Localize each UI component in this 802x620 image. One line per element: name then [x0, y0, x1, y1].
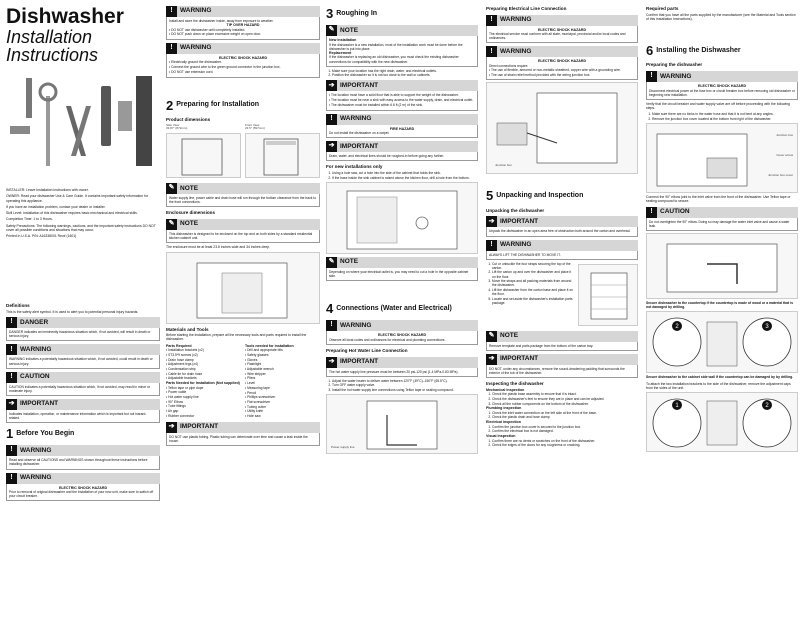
level-tool-icon [10, 126, 30, 134]
part-item: • Adjustment legs (x4) [166, 362, 241, 366]
step-item: 1. Cut or unbuckle the four straps securing the top of the carton. [492, 262, 575, 270]
column-5 [646, 6, 798, 614]
local-part-item: • Hot water supply line [166, 395, 241, 399]
important-text: Indicates installation, operation, or maintenance information which is important but not hazard-related. [6, 410, 160, 423]
side-view-label: Side View [166, 122, 180, 127]
fig-label-junction: Junction box [776, 133, 793, 138]
junction-cover-illustration [646, 123, 798, 193]
subtitle-line-1: Installation [6, 27, 93, 47]
local-part-item: • Rubber connector [166, 414, 241, 418]
document-title: Dishwasher [6, 6, 124, 28]
installer-note: INSTALLER: Leave Installation Instructions with owner. [6, 188, 89, 192]
danger-text: DANGER indicates an imminently hazardous situation which, if not avoided, will result in death or serious injury. [6, 328, 160, 341]
caution-text: CAUTION indicates a potentially hazardous situation which, if not avoided, may result in minor or moderate injury. [6, 383, 160, 396]
tool-item: • Flashlight [245, 362, 320, 366]
plumbing-heading: Plumbing inspection [486, 406, 522, 411]
note-icon: ✎ [166, 183, 177, 194]
svg-text:3: 3 [765, 324, 769, 331]
direct-connections-text: Direct connections require: [489, 63, 529, 68]
important-box: ➔ IMPORTANT [6, 399, 160, 410]
step-item: 1. Confirm there are no dents or scratches on the front of the dishwasher. [492, 439, 638, 443]
cabinet-steps [326, 171, 478, 180]
s5-important-box: ➔ IMPORTANT [486, 216, 638, 227]
arrow-right-icon: ➔ [326, 80, 337, 91]
arrow-right-icon: ➔ [486, 354, 497, 365]
alert-triangle-icon: ! [6, 317, 17, 328]
replacement-text: If the dishwasher is replacing an old dishwasher, you must check the existing dishwasher connections for compatibility with the new dishwasher. [329, 55, 459, 64]
skill-note: Skill Level: Installation of this dishwasher requires basic mechanical and electrical skills. [6, 211, 138, 215]
enclosure-text: The enclosure must be at least 23.6 inches wide and 34 inches deep. [166, 245, 271, 250]
tool-item: • Adjustable wrench [245, 367, 320, 371]
alert-triangle-icon: ! [166, 43, 177, 54]
direct-item: • The use of strain relief method provided with the wiring junction box. [489, 73, 635, 77]
s4-shock-body [326, 331, 478, 345]
bracket-illustration [646, 311, 798, 373]
tool-item: • Phillips screwdriver [245, 395, 320, 399]
hot-water-heading: Preparing Hot Water Line Connection [326, 347, 408, 353]
tip-over-title: TIP OVER HAZARD [226, 23, 260, 28]
alert-triangle-icon: ! [6, 473, 17, 484]
alert-triangle-icon: ! [6, 372, 17, 383]
s5-warning-box: ! WARNING [486, 240, 638, 251]
alert-triangle-icon: ! [6, 445, 17, 456]
s1-warning-box: ! WARNING [6, 445, 160, 456]
s3-steps [326, 69, 478, 78]
step-item: 4. Lift the dishwasher from the carton base and place it on the floor. [492, 288, 575, 296]
s2-note-text: Water supply line, power cable and drain hose will run through the bottom clearance from the back to the front connections. [166, 194, 320, 207]
s4-warning-box: ! WARNING [326, 320, 478, 331]
cabinet-illustration [326, 182, 478, 254]
s4-steps [326, 379, 478, 393]
step-item: 2. Turn OFF water supply valve. [332, 383, 478, 387]
step-item: 1. Confirm the junction box cover is secured to the junction box. [492, 425, 638, 429]
help-note: If you have an installation problem, contact your dealer or installer. [6, 204, 106, 209]
parts-list [166, 348, 241, 380]
important-item: • The location must be near a sink with easy access to the water supply, drain, and electrical outlet. [329, 98, 475, 102]
step-item: 5. Locate and set aside the dishwasher's installation parts package. [492, 297, 575, 305]
new-install-text: If the dishwasher is a new installation, most of the installation work must be done before the dishwasher is put into place. [329, 42, 463, 51]
column-1 [6, 6, 160, 614]
unpacking-heading: Unpacking the dishwasher [486, 207, 545, 213]
c5-caution-text: Do not overtighten the 90° elbow. Doing so may damage the water inlet valve and cause a water leak. [646, 218, 798, 231]
tool-item: • Utility knife [245, 409, 320, 413]
s5-important-text: Unpack the dishwasher in an open area free of obstruction both around the carton and overhead. [486, 227, 638, 236]
c2-shock-body [166, 54, 320, 78]
wrench-icon [46, 96, 50, 166]
tool-item: • Gloves [245, 358, 320, 362]
alert-triangle-icon: ! [6, 344, 17, 355]
section-1-heading: 1 Before You Begin [6, 426, 75, 442]
mechanical-heading: Mechanical inspection [486, 387, 525, 392]
s5-warning-text: ALWAYS LIFT THE DISHWASHER TO MOVE IT. [486, 251, 638, 260]
arrow-right-icon: ➔ [166, 422, 177, 433]
tool-item: • Pencil [245, 391, 320, 395]
fig-label-screw: Cover screw [776, 153, 793, 158]
c4-warning2-box: ! WARNING [486, 46, 638, 57]
s3-important-body [326, 91, 478, 110]
step-item: 3. Install the hot water supply line connections using Teflon tape or sealing compound. [332, 388, 478, 392]
unpack-steps-row [486, 262, 638, 328]
local-part-item: • Power cable [166, 390, 241, 394]
tools-list [245, 348, 320, 418]
tool-item: • Pliers [245, 376, 320, 380]
alert-triangle-icon: ! [326, 320, 337, 331]
step-item: 3. Check all the rubber components on the bottom of the dishwasher. [492, 402, 638, 406]
column-2 [166, 6, 320, 614]
new-installations-heading: For new installations only [326, 164, 383, 170]
side-mount-illustration [646, 392, 798, 452]
c2-warning2-box: ! WARNING [166, 43, 320, 54]
fire-hazard-title: FIRE HAZARD [389, 126, 415, 131]
front-view-label: Front View [245, 122, 260, 127]
c2-warning-box: ! WARNING [166, 6, 320, 17]
power-supply-label: Power supply line [331, 444, 355, 449]
important-item: • The location must have a solid floor that is able to support the weight of the dishwasher. [329, 93, 475, 97]
c5-shock-body [646, 82, 798, 100]
note-icon: ✎ [486, 331, 497, 342]
subtitle-line-2: Instructions [6, 45, 99, 65]
part-item: • ST3.5*9 screws (x2) [166, 353, 241, 357]
s3-note2-text: Depending on where your electrical outlet is, you may need to cut a hole in the opposite cabinet side. [326, 268, 478, 281]
warning-text: WARNING indicates a potentially hazardous situation which, if not avoided, could result in death or serious injury. [6, 355, 160, 368]
step-item: 3. Move the straps and all packing materials from around the dishwasher. [492, 279, 575, 287]
owner-note: OWNER: Read your dishwasher Use & Care Guide. It contains important safety information for operating this appliance. [6, 194, 149, 203]
part-item: • Cable tie for drain hose [166, 372, 241, 376]
c5-warning-box: ! WARNING [646, 71, 798, 82]
required-parts-text: Confirm that you have all the parts supplied by the manufacturer (see the Material and Tools section of this Installation Instructions). [646, 12, 796, 21]
shock-hazard-text: Disconnect electrical power at the fuse box or circuit breaker box before removing old dishwasher or beginning new installation. [649, 88, 795, 97]
shock-hazard-title: ELECTRIC SHOCK HAZARD [58, 485, 108, 490]
alert-triangle-icon: ! [166, 6, 177, 17]
shock-hazard-title: ELECTRIC SHOCK HAZARD [377, 333, 427, 338]
local-part-item: • Teflon tape or pipe dope [166, 386, 241, 390]
s5-note-box: ✎ NOTE [486, 331, 638, 342]
alert-triangle-icon: ! [326, 114, 337, 125]
s3-fire-body [326, 125, 478, 139]
local-part-item: • Tube fittings [166, 404, 241, 408]
step-item: 2. Check the plastic drain and hose clamp. [492, 415, 638, 419]
verify-text: Verify that the circuit breaker and water supply valve are off before proceeding with the following steps. [646, 101, 790, 111]
shock-hazard-title: ELECTRIC SHOCK HAZARD [537, 27, 587, 32]
c4-warning-box: ! WARNING [486, 15, 638, 26]
column-3 [326, 6, 478, 614]
tool-item: • Safety glasses [245, 353, 320, 357]
step-item: 2. If the base inside the sink cabinet is raised above the kitchen floor, drill a hole from the bottom. [332, 176, 478, 180]
dimension-views [166, 124, 320, 181]
section-5-heading: 5 Unpacking and Inspection [486, 188, 584, 204]
drill-icon [101, 86, 111, 146]
s2-note2-box: ✎ NOTE [166, 219, 320, 230]
section-4-heading: 4 Connections (Water and Electrical) [326, 301, 452, 317]
secure-text: To attach the two installation brackets to the side of the dishwasher, remove the adjustment caps from the sides of the unit. [646, 381, 791, 390]
part-item: • Adjustable brackets [166, 376, 241, 380]
front-view-dim: 23.5" (597mm) [245, 126, 265, 131]
tool-item: • Wire stripper [245, 372, 320, 376]
tools-illustration [6, 66, 160, 186]
front-view-illustration [245, 133, 320, 178]
tools-heading: Tools needed for installation [245, 343, 294, 348]
tip-item: • DO NOT use dishwasher until completely installed. [169, 28, 317, 32]
step-item: 1. Adjust the water heater to deliver water between 120°F (49°C)–150°F (65.5°C). [332, 379, 478, 383]
shock-hazard-title: ELECTRIC SHOCK HAZARD [697, 84, 747, 89]
arrow-right-icon: ➔ [326, 357, 337, 368]
junction-box-label: Junction box [495, 162, 512, 167]
c2-warning-body [166, 17, 320, 40]
local-part-item: • 90° Elbow [166, 400, 241, 404]
definitions-heading: Definitions [6, 303, 30, 309]
step-item: 2. Position the dishwasher so it is not too close to the wall or cabinets. [332, 73, 478, 77]
s2-important-box: ➔ IMPORTANT [166, 422, 320, 433]
s5-important2-box: ➔ IMPORTANT [486, 354, 638, 365]
materials-heading: Materials and Tools [166, 326, 209, 332]
s3-note2-box: ✎ NOTE [326, 257, 478, 268]
step-item: 2. Check the dishwasher's feet to ensure they are in place and can be adjusted. [492, 397, 638, 401]
screwdriver-icon [26, 78, 32, 118]
shock-hazard-text: Prior to removal of original dishwasher and the installation of your new unit, make sure to switch off your circuit breaker. [9, 490, 154, 499]
step-item: 2. Lift the carton up and over the dishwasher and place it on the floor. [492, 270, 575, 278]
shock-item: • Connect the ground wire to the green ground connector in the junction box. [169, 65, 317, 69]
shock-item: • DO NOT use extension cord. [169, 70, 317, 74]
tool-item: • Flat screwdriver [245, 400, 320, 404]
arrow-right-icon: ➔ [326, 141, 337, 152]
tool-item: • Drill and appropriate bits [245, 348, 320, 352]
tip-item: • DO NOT push down on place excessive weight on open door. [169, 32, 317, 36]
s3-important2-box: ➔ IMPORTANT [326, 141, 478, 152]
safety-note: Safety Precautions: The following warnings, cautions, and the important safety instructions DO NOT cover all possible conditions and situations that may occur. [6, 223, 156, 232]
replacement-heading: Replacement [329, 50, 352, 55]
step-4-text: Secure dishwasher to the countertop if the countertop is made of wood or a material that is not damaged by drilling. [646, 300, 793, 310]
plumbing-steps [486, 411, 638, 420]
new-install-heading: New Installation [329, 38, 357, 43]
column-4 [486, 6, 638, 614]
c5-caution-box: ! CAUTION [646, 207, 798, 218]
electrical-steps [486, 425, 638, 434]
svg-text:2: 2 [675, 324, 679, 331]
parts-heading: Parts Required [166, 343, 192, 348]
junction-box-illustration [486, 82, 638, 174]
tool-item: • Measuring tape [245, 386, 320, 390]
important-item: • The dishwasher must be installed within 6.6 ft (2 m) of the sink. [329, 103, 475, 107]
secure-title: Secure dishwasher to the cabinet side wall if the countertop can be damaged by by drilling. [646, 375, 794, 380]
parts-tools-lists [166, 344, 320, 419]
c4-shock2-body [486, 57, 638, 80]
alert-triangle-icon: ! [486, 46, 497, 57]
caution-box: ! CAUTION [6, 372, 160, 383]
elbow-illustration [646, 233, 798, 299]
enclosure-heading: Enclosure dimensions [166, 210, 216, 216]
s5-note-text: Remove template and parts package from the bottom of the carton tray. [486, 342, 638, 351]
step-item: 1. Make sure there are no kinks in the water hose and that it is not bent at any angles. [652, 112, 798, 116]
local-parts-list [166, 386, 241, 418]
safety-alert-text: This is the safety alert symbol. It is used to alert you to potential personal injury hazards. [6, 309, 139, 314]
s3-important-box: ➔ IMPORTANT [326, 80, 478, 91]
s2-note-box: ✎ NOTE [166, 183, 320, 194]
warning-box: ! WARNING [6, 344, 160, 355]
direct-item: • The use of flexible, armored or non-metallic sheathed, copper wire with a grounding wire. [489, 68, 635, 72]
time-note: Completion Time: 1 to 3 Hours. [6, 217, 53, 222]
s2-important-text: DO NOT use plastic tubing. Plastic tubing can deteriorate over time and cause a leak inside the house. [166, 433, 320, 446]
s3-note-body [326, 36, 478, 66]
note-icon: ✎ [166, 219, 177, 230]
carton-illustration [578, 264, 638, 326]
tool-item: • Hole saw [245, 414, 320, 418]
part-item: • Drain hose clamp [166, 358, 241, 362]
required-parts-heading: Required parts [646, 6, 679, 11]
alert-triangle-icon: ! [486, 15, 497, 26]
s5-important2-text: DO NOT, under any circumstances, remove the sound-deadening padding that surrounds the exterior of the tub of the dishwasher. [486, 365, 638, 378]
local-part-item: • Air gap [166, 409, 241, 413]
tool-item: • Level [245, 381, 320, 385]
section-3-heading: 3 Roughing In [326, 6, 378, 21]
step-item: 1. Check the plastic base assembly to ensure that it is intact. [492, 392, 638, 396]
inspecting-heading: Inspecting the dishwasher [486, 380, 544, 386]
step-item: 2. Confirm the electrical box is not damaged. [492, 429, 638, 433]
enclosure-illustration [166, 252, 320, 324]
alert-triangle-icon: ! [486, 240, 497, 251]
s3-warning-box: ! WARNING [326, 114, 478, 125]
step-item: 1. Make sure your location has the right drain, water, and electrical outlets. [332, 69, 478, 73]
s3-note-box: ✎ NOTE [326, 25, 478, 36]
part-item: • Condensation strip [166, 367, 241, 371]
s1-warning-text: Read and observe all CAUTIONS and WARNINGS shown throughout these instructions before installing dishwasher. [6, 456, 160, 469]
arrow-right-icon: ➔ [486, 216, 497, 227]
fig-label-cover: Junction box cover [767, 173, 793, 178]
alert-triangle-icon: ! [646, 207, 657, 218]
tape-measure-icon [118, 101, 132, 131]
side-view-illustration [166, 133, 241, 178]
s3-important2-text: Drain, water, and electrical lines should be roughed-in before going any further. [326, 152, 478, 161]
electrical-inspection-heading: Electrical inspection [486, 420, 521, 425]
shock-hazard-text: Observe all local codes and ordinances for electrical and plumbing connections. [329, 337, 446, 342]
s4-important-box: ➔ IMPORTANT [326, 357, 478, 368]
s2-note2-text: This dishwasher is designed to be enclosed on the top and on both sides by a standard residential kitchen cabinet unit. [166, 230, 320, 243]
materials-text: Before starting the installation, prepare all the necessary tools and parts required to install the dishwasher. [166, 333, 307, 342]
visual-steps [486, 439, 638, 448]
s1-shock-body [6, 484, 160, 502]
unpack-steps [486, 262, 575, 328]
danger-box: ! DANGER [6, 317, 160, 328]
preparing-heading: Preparing the dishwasher [646, 62, 703, 68]
s1-warning2-box: ! WARNING [6, 473, 160, 484]
water-line-illustration [326, 394, 478, 454]
svg-text:1: 1 [675, 403, 679, 410]
step-item: 2. Remove the junction box cover located at the bottom front right of the dishwasher. [652, 117, 798, 121]
visual-heading: Visual inspection [486, 434, 516, 439]
shock-item: • Electrically ground the dishwasher. [169, 60, 317, 64]
part-item: • Installation brackets (x2) [166, 348, 241, 352]
c5-steps [646, 112, 798, 121]
step-item: 1. Using a hole saw, cut a hole into the side of the cabinet that holds the sink. [332, 171, 478, 175]
section-6-heading: 6 Installing the Dishwasher [646, 43, 741, 59]
flashlight-icon [136, 76, 152, 166]
local-parts-heading: Parts Needed for Installation (Not supplied) [166, 381, 240, 386]
fire-hazard-text: Do not install the dishwasher on a carpet. [329, 131, 390, 136]
note-icon: ✎ [326, 257, 337, 268]
shock-hazard-title: ELECTRIC SHOCK HAZARD [537, 59, 587, 64]
mech-steps [486, 392, 638, 406]
c4-shock-body [486, 26, 638, 44]
shock-hazard-text: The electrical service must conform with all state, municipal, provincial and/or local codes and ordinances. [489, 32, 626, 41]
arrow-right-icon: ➔ [6, 399, 17, 410]
electrical-heading: Preparing Electrical Line Connection [486, 6, 567, 11]
section-2-heading: 2 Preparing for Installation [166, 97, 260, 113]
step-item: 2. Check the edges of the doors for any roughness or cracking. [492, 443, 638, 447]
tool-item: • Tubing cutter [245, 405, 320, 409]
s4-important-text: The hot water supply line pressure must be between 20 psi-120 psi (1.4 MPa-0.83 MPa). [326, 368, 478, 377]
note-icon: ✎ [326, 25, 337, 36]
shock-hazard-title: ELECTRIC SHOCK HAZARD [218, 56, 268, 60]
step-3-text: Connect the 90° elbow joint to the inlet valve from the front of the dishwasher. Use Teflon tape or sealing compound to secure. [646, 195, 791, 204]
product-dimensions-heading: Product dimensions [166, 116, 211, 122]
printed-note: Printed in U.S.A. P/N: A16338001 Rev# (1601) [6, 234, 77, 238]
c2-intro-text: Install and store the dishwasher inside, away from exposure to weather. [169, 19, 274, 23]
side-view-dim: 33.87" (872mm) [166, 126, 188, 131]
svg-text:2: 2 [765, 403, 769, 410]
step-item: 1. Check the inlet water connection on the left side at the front of the base. [492, 411, 638, 415]
alert-triangle-icon: ! [646, 71, 657, 82]
